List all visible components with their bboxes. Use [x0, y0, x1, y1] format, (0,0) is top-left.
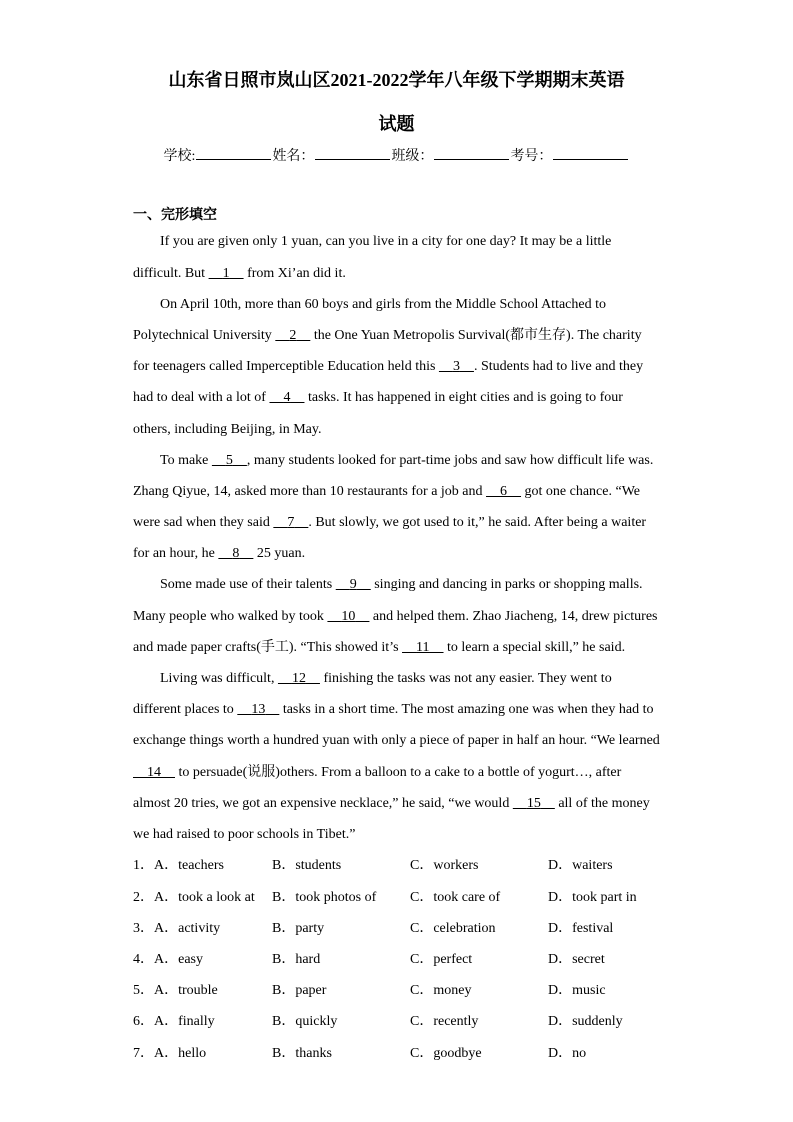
- name-label: 姓名：: [272, 149, 315, 164]
- passage-text: 25 yuan.: [253, 546, 306, 562]
- blank-10: 10: [341, 608, 356, 624]
- option-a: [133, 850, 224, 881]
- option-c: C．took care of: [410, 889, 501, 905]
- option-c: C．workers: [410, 858, 479, 874]
- passage-text: finishing the tasks was not any easier. They went to: [319, 671, 612, 687]
- passage-text: for teenagers called Imperceptible Education held this: [133, 359, 439, 375]
- passage-line: [133, 632, 733, 663]
- option-a: [133, 944, 203, 975]
- option-c: C．perfect: [410, 951, 473, 967]
- question-row: [133, 1006, 733, 1037]
- option-a: [133, 1038, 206, 1069]
- passage-text: and helped them. Zhao Jiacheng, 14, drew pictures: [369, 608, 658, 624]
- question-row: [133, 850, 733, 881]
- exam-id-field: [553, 145, 628, 160]
- option-b: B．quickly: [272, 1014, 338, 1030]
- passage-line: [133, 569, 733, 600]
- passage-line: [133, 320, 733, 351]
- passage-text: Polytechnical University: [133, 327, 276, 343]
- option-c: C．money: [410, 983, 472, 999]
- passage-line: [133, 226, 733, 257]
- question-number: 6．: [133, 1014, 154, 1030]
- blank-12: 12: [291, 671, 306, 687]
- option-a-text: A．finally: [154, 1014, 215, 1030]
- passage-text: to learn a special skill,” he said.: [443, 639, 626, 655]
- option-c: C．celebration: [410, 920, 496, 936]
- option-d: D．suddenly: [548, 1014, 623, 1030]
- passage-line: [133, 258, 733, 289]
- passage-line: [133, 382, 733, 413]
- question-row: [133, 1038, 733, 1069]
- option-a-text: A．took a look at: [154, 889, 255, 905]
- blank-4: 4: [283, 390, 291, 406]
- passage-line: [133, 663, 733, 694]
- option-a-text: A．easy: [154, 951, 203, 967]
- passage-text: got one chance. “We: [521, 483, 640, 499]
- blank-14: 14: [147, 764, 161, 780]
- page-title: 山东省日照市岚山区2021-2022学年八年级下学期期末英语: [168, 70, 625, 90]
- passage-text: different places to: [133, 702, 238, 718]
- passage-text: , many students looked for part-time jobs and saw how difficult life was.: [246, 452, 654, 468]
- question-row: [133, 882, 733, 913]
- school-field: [196, 145, 271, 160]
- passage-line: [133, 601, 733, 632]
- class-field: [434, 145, 509, 160]
- question-options: [133, 850, 733, 1068]
- passage-text: we had raised to poor schools in Tibet.”: [133, 826, 356, 842]
- passage-line: [133, 725, 733, 756]
- passage-line: [133, 507, 733, 538]
- passage-text: were sad when they said: [133, 515, 274, 531]
- passage-line: [133, 694, 733, 725]
- question-row: [133, 975, 733, 1006]
- passage-line: [133, 414, 733, 445]
- question-number: 2．: [133, 889, 154, 905]
- question-row: [133, 913, 733, 944]
- blank-3: 3: [452, 359, 460, 375]
- section-heading: 一、完形填空: [133, 208, 217, 223]
- passage-text: tasks. It has happened in eight cities and is going to four: [304, 390, 623, 406]
- passage-text: almost 20 tries, we got an expensive necklace,” he said, “we would: [133, 795, 513, 811]
- blank-7: 7: [287, 515, 295, 531]
- option-d: D．no: [548, 1045, 587, 1061]
- passage-line: [133, 757, 733, 788]
- question-number: 3．: [133, 920, 154, 936]
- student-info-line: [0, 145, 793, 167]
- page-title-continued: 试题: [378, 114, 415, 134]
- passage-text: Zhang Qiyue, 14, asked more than 10 restaurants for a job and: [133, 483, 487, 499]
- passage-text: all of the money: [554, 795, 650, 811]
- passage-text: Living was difficult,: [160, 671, 278, 687]
- option-c: C．goodbye: [410, 1045, 482, 1061]
- question-number: 5．: [133, 983, 154, 999]
- passage-line: [133, 476, 733, 507]
- passage-text: the One Yuan Metropolis Survival(都市生存). The charity: [310, 327, 642, 343]
- option-d: D．music: [548, 983, 606, 999]
- blank-15: 15: [526, 795, 541, 811]
- exam-id-label: 考号：: [510, 149, 553, 164]
- passage-text: others, including Beijing, in May.: [133, 421, 322, 437]
- option-a-text: A．activity: [154, 920, 221, 936]
- passage-text: . But slowly, we got used to it,” he said. After being a waiter: [308, 515, 647, 531]
- option-a: [133, 1006, 215, 1037]
- option-c: C．recently: [410, 1014, 479, 1030]
- passage-text: tasks in a short time. The most amazing one was when they had to: [279, 702, 654, 718]
- passage-line: [133, 445, 733, 476]
- question-number: 4．: [133, 951, 154, 967]
- cloze-passage: [133, 226, 733, 850]
- option-a: [133, 913, 220, 944]
- passage-text: Many people who walked by took: [133, 608, 328, 624]
- passage-text: and made paper crafts(手工). “This showed it’s: [133, 639, 403, 655]
- passage-text: On April 10th, more than 60 boys and girls from the Middle School Attached to: [160, 296, 606, 312]
- blank-2: 2: [289, 327, 297, 343]
- blank-9: 9: [349, 577, 357, 593]
- option-a-text: A．trouble: [154, 983, 218, 999]
- passage-text: from Xi’an did it.: [243, 265, 346, 281]
- option-b: B．party: [272, 920, 325, 936]
- option-a: [133, 882, 255, 913]
- option-a-text: A．teachers: [154, 858, 224, 874]
- option-d: D．waiters: [548, 858, 613, 874]
- blank-8: 8: [232, 546, 240, 562]
- blank-13: 13: [251, 702, 266, 718]
- option-d: D．festival: [548, 920, 614, 936]
- question-number: 1．: [133, 858, 154, 874]
- passage-line: [133, 819, 733, 850]
- passage-text: singing and dancing in parks or shopping malls.: [370, 577, 643, 593]
- name-field: [315, 145, 390, 160]
- option-b: B．thanks: [272, 1045, 332, 1061]
- option-a: [133, 975, 218, 1006]
- question-row: [133, 944, 733, 975]
- passage-text: to persuade(说服)others. From a balloon to a cake to a bottle of yogurt…, after: [175, 764, 622, 780]
- option-a-text: A．hello: [154, 1045, 207, 1061]
- blank-1: 1: [222, 265, 230, 281]
- passage-text: To make: [160, 452, 212, 468]
- blank-6: 6: [500, 483, 508, 499]
- option-b: B．took photos of: [272, 889, 377, 905]
- blank-5: 5: [225, 452, 233, 468]
- passage-text: for an hour, he: [133, 546, 219, 562]
- passage-text: had to deal with a lot of: [133, 390, 270, 406]
- question-number: 7．: [133, 1045, 154, 1061]
- passage-line: [133, 289, 733, 320]
- class-label: 班级：: [391, 149, 434, 164]
- passage-line: [133, 351, 733, 382]
- option-b: B．students: [272, 858, 342, 874]
- passage-text: . Students had to live and they: [473, 359, 644, 375]
- blank-11: 11: [416, 639, 430, 655]
- option-d: D．secret: [548, 951, 605, 967]
- school-label: 学校:: [163, 149, 196, 164]
- passage-line: [133, 538, 733, 569]
- passage-text: exchange things worth a hundred yuan with only a piece of paper in half an hour. “We learned: [133, 733, 660, 749]
- passage-text: If you are given only 1 yuan, can you live in a city for one day? It may be a little: [160, 234, 612, 250]
- passage-text: difficult. But: [133, 265, 209, 281]
- passage-text: Some made use of their talents: [160, 577, 336, 593]
- option-d: D．took part in: [548, 889, 637, 905]
- passage-line: [133, 788, 733, 819]
- option-b: B．paper: [272, 983, 327, 999]
- option-b: B．hard: [272, 951, 321, 967]
